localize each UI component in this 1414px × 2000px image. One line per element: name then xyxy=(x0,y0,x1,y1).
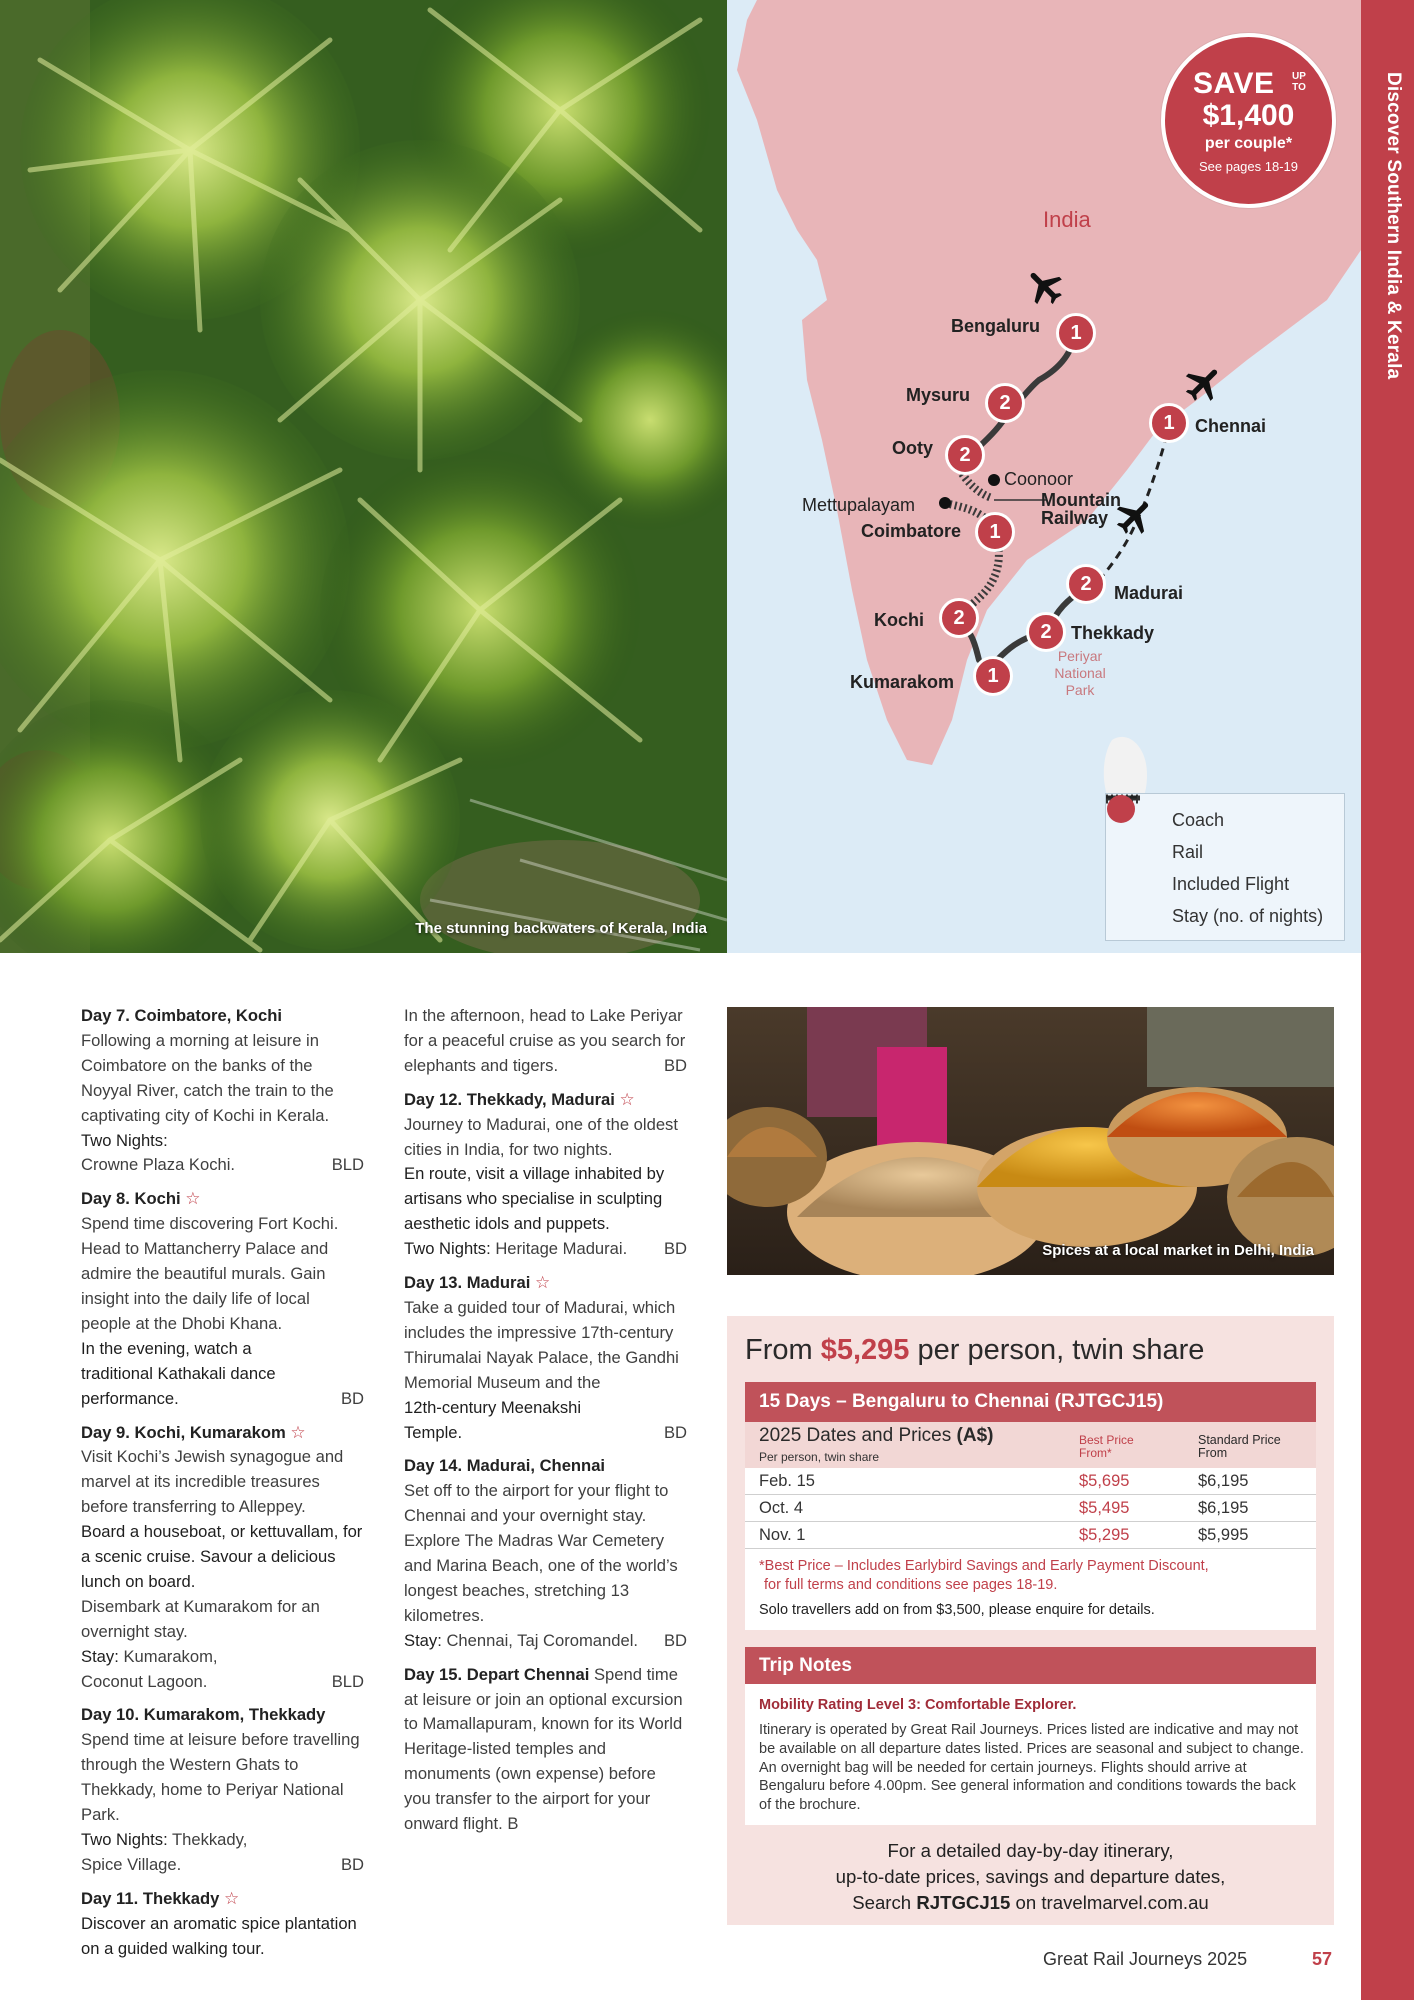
place-label-thekkady: Thekkady xyxy=(1071,623,1155,643)
save-up-to: UP TO xyxy=(1292,71,1306,93)
best-price-header: Best Price From* xyxy=(1079,1433,1134,1460)
day-11: Day 11. Thekkady ☆ Discover an aromatic spice plantation on a guided walking tour. xyxy=(81,1888,357,1958)
place-label-mysuru: Mysuru xyxy=(906,385,971,405)
map-legend xyxy=(1105,793,1345,941)
hero-caption: The stunning backwaters of Kerala, India xyxy=(415,920,707,937)
star-icon: ☆ xyxy=(619,1089,635,1109)
day-13: Day 13. Madurai ☆ Take a guided tour of Madurai, which includes the impressive 17th-century Thirumalai Nayak Palace, the Gandhi Memorial Museum and the 12th-century Meenakshi Temple. BD xyxy=(404,1273,687,1442)
dates-table-header: 2025 Dates and Prices (A$) Per person, twin share Best Price From* Standard Price From xyxy=(745,1422,1316,1468)
detail-cta: For a detailed day-by-day itinerary, up-to-date prices, savings and departure dates, Search RJTGCJ15 on travelmarvel.com.au xyxy=(835,1840,1226,1913)
stay-marker-chennai: 1 xyxy=(1149,403,1189,443)
table-row: Nov. 1 $5,295 $5,995 xyxy=(745,1522,1316,1549)
legend-coach: Coach xyxy=(1172,809,1225,830)
tour-title: 15 Days – Bengaluru to Chennai (RJTGCJ15) xyxy=(745,1382,1316,1422)
dates-prices-box xyxy=(745,1382,1316,1630)
standard-price-header: Standard Price From xyxy=(1198,1433,1281,1460)
day-11-continued: In the afternoon, head to Lake Periyar for a peaceful cruise as you search for elephants and tigers. BD xyxy=(404,1006,687,1075)
tour-code: RJTGCJ15 xyxy=(916,1892,1011,1913)
trip-notes-title: Trip Notes xyxy=(745,1647,1316,1684)
day-10: Day 10. Kumarakom, Thekkady Spend time at leisure before travelling through the Western Ghats to Thekkady, home to Periyar National Park. Two Nights: Thekkady, Spice Village. BD xyxy=(81,1705,364,1874)
best-price-note: *Best Price – Includes Earlybird Savings and Early Payment Discount, for full terms and conditions see pages 18-19. xyxy=(759,1558,1209,1593)
mobility-rating: Mobility Rating Level 3: Comfortable Explorer. xyxy=(759,1697,1077,1713)
legend-stay: Stay (no. of nights) xyxy=(1120,900,1330,932)
legend-flight: Included Flight xyxy=(1172,873,1290,894)
table-row: Oct. 4 $5,495 $6,195 xyxy=(745,1495,1316,1522)
day-9: Day 9. Kochi, Kumarakom ☆ Visit Kochi’s Jewish synagogue and marvel at its incredible treasures before transferring to Alleppey. Board a houseboat, or kettuvallam, for a scenic cruise. Savour a delicious lunch on board. Disembark at Kumarakom for an overnight stay. Stay: Kumarakom, Coconut Lagoon. BLD xyxy=(81,1422,364,1691)
place-label-ooty: Ooty xyxy=(892,438,934,458)
stay-marker-kochi: 2 xyxy=(939,598,979,638)
stay-marker-ooty: 2 xyxy=(945,435,985,475)
sidebar-title: Discover Southern India & Kerala xyxy=(1383,72,1404,380)
save-per: per couple* xyxy=(1204,135,1293,152)
stay-marker-mysuru: 2 xyxy=(985,383,1025,423)
place-label-mountain-railway: Mountain Railway xyxy=(1041,490,1121,528)
star-icon: ☆ xyxy=(290,1422,306,1442)
stay-marker-madurai: 2 xyxy=(1066,564,1106,604)
place-label-coonoor: Coonoor xyxy=(1004,469,1074,489)
spices-caption: Spices at a local market in Delhi, India xyxy=(1042,1242,1314,1259)
trip-notes-box xyxy=(745,1647,1316,1825)
place-label-chennai: Chennai xyxy=(1195,416,1267,436)
palm-canopy-illustration xyxy=(0,0,727,953)
star-icon: ☆ xyxy=(534,1273,551,1293)
place-label-bengaluru: Bengaluru xyxy=(951,316,1041,336)
spice-market-illustration xyxy=(727,1007,1334,1275)
solo-note: Solo travellers add on from $3,500, please enquire for details. xyxy=(759,1602,1155,1618)
park-label: Periyar National Park xyxy=(1054,648,1106,698)
save-amount: $1,400 xyxy=(1202,99,1295,132)
country-label: India xyxy=(1043,207,1091,232)
day-15: Day 15. Depart Chennai Spend time at leisure or join an optional excursion to Mamallapuram, known for its World Heritage-listed temples and monuments (own expense) before you transfer to the airport for your onward flight. B xyxy=(404,1664,683,1834)
table-row: Feb. 15 $5,695 $6,195 xyxy=(745,1468,1316,1495)
day-7: Day 7. Coimbatore, Kochi Following a morning at leisure in Coimbatore on the banks of the Noyyal River, catch the train to the captivating city of Kochi in Kerala. Two Nights: Crowne Plaza Kochi. BLD xyxy=(81,1006,364,1175)
itinerary-column-1 xyxy=(81,1004,364,1971)
plane-icon xyxy=(1182,362,1226,406)
legend-rail: Rail xyxy=(1172,841,1204,862)
star-icon: ☆ xyxy=(185,1189,201,1209)
price-headline: From $5,295 per person, twin share xyxy=(745,1334,1205,1366)
headline-amount: $5,295 xyxy=(820,1334,910,1366)
day-8: Day 8. Kochi ☆ Spend time discovering Fort Kochi. Head to Mattancherry Palace and admire the beautiful murals. Gain insight into the daily life of local people at the Dhobi Khana. In the evening, watch a traditional Kathakali dance performance. BD xyxy=(81,1189,364,1408)
day-14: Day 14. Madurai, Chennai Set off to the airport for your flight to Chennai and your overnight stay. Explore The Madras War Cemetery and Marina Beach, one of the world’s longest beaches, stretching 13 kilometres. Stay: Chennai, Taj Coromandel. BD xyxy=(404,1456,687,1650)
page-number: 57 xyxy=(1312,1949,1333,1969)
stay-marker-kumarakom: 1 xyxy=(973,656,1013,696)
day-12: Day 12. Thekkady, Madurai ☆ Journey to Madurai, one of the oldest cities in India, for two nights. En route, visit a village inhabited by artisans who specialise in sculpting aesthetic idols and puppets. Two Nights: Heritage Madurai. BD xyxy=(404,1089,687,1259)
footer-title: Great Rail Journeys 2025 xyxy=(1043,1949,1248,1969)
save-word: SAVE xyxy=(1193,67,1275,100)
place-label-kumarakom: Kumarakom xyxy=(850,672,955,692)
trip-notes-text: Itinerary is operated by Great Rail Journeys. Prices listed are indicative and may not be available on all departure dates listed. Prices are seasonal and subject to change. An overnight bag will be needed for certain journeys. Flights should arrive at Bengaluru before 4.00pm. See general information and conditions towards the back of the brochure. xyxy=(759,1722,1304,1814)
star-icon: ☆ xyxy=(224,1888,240,1908)
route-map xyxy=(727,0,1361,953)
place-label-coimbatore: Coimbatore xyxy=(861,521,962,541)
stay-marker-bengaluru: 1 xyxy=(1056,313,1096,353)
place-label-madurai: Madurai xyxy=(1114,583,1184,603)
plane-icon xyxy=(1023,264,1067,308)
place-label-mettupalayam: Mettupalayam xyxy=(802,495,916,515)
website-link: on travelmarvel.com.au xyxy=(1015,1892,1209,1913)
stay-marker-coimbatore: 1 xyxy=(975,512,1015,552)
hero-photo xyxy=(0,0,727,953)
spices-photo xyxy=(727,1007,1334,1275)
itinerary-column-2 xyxy=(404,1004,687,1846)
place-label-kochi: Kochi xyxy=(874,610,925,630)
stay-marker-thekkady: 2 xyxy=(1026,612,1066,652)
save-badge xyxy=(1161,33,1336,208)
save-see-pages: See pages 18-19 xyxy=(1198,159,1299,174)
price-panel xyxy=(727,1316,1334,1925)
